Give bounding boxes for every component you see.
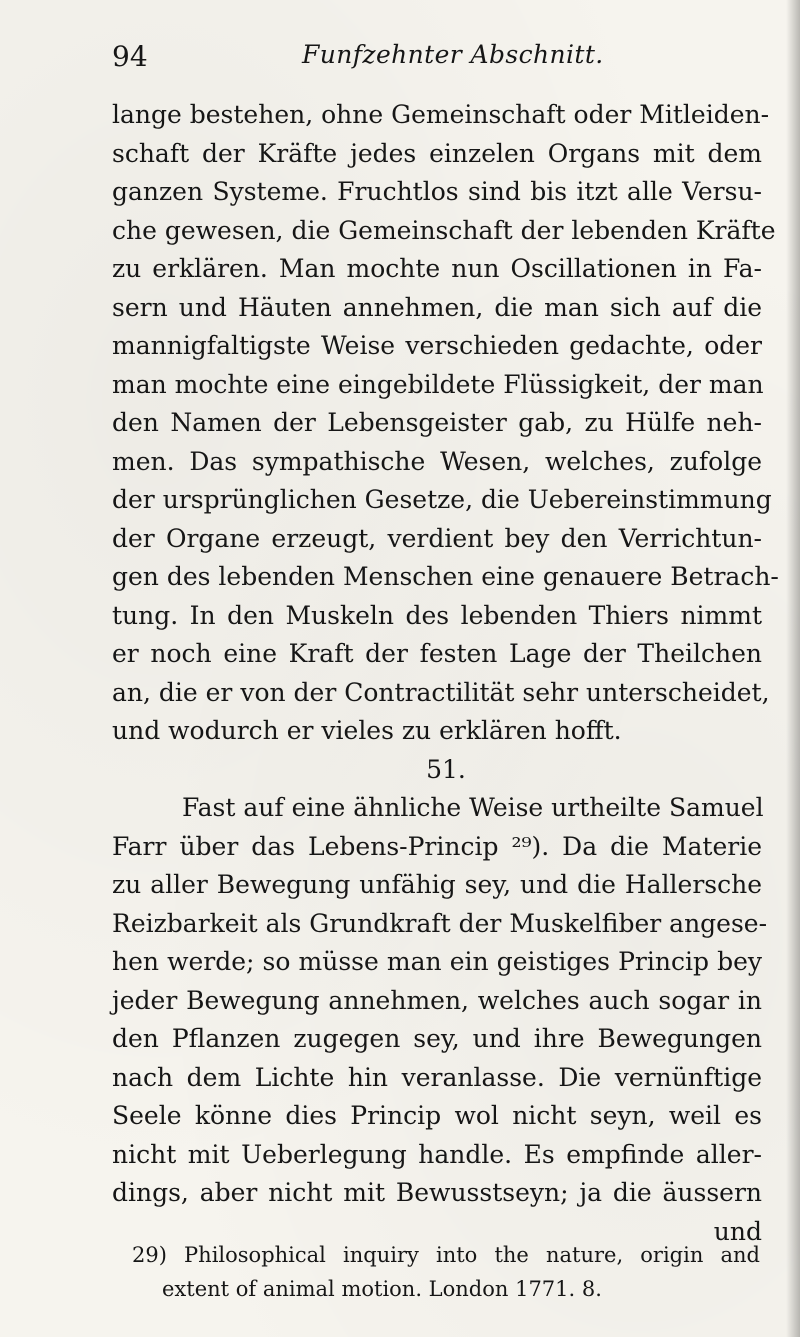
footnote-line: extent of animal motion. London 1771. 8. (162, 1277, 602, 1301)
text-line: zu aller Bewegung unfähig sey, und die Hallersche (112, 870, 762, 899)
running-title: Funfzehnter Abschnitt. (302, 40, 604, 69)
text-line: der Organe erzeugt, verdient bey den Verrichtun- (112, 523, 762, 553)
text-line: lange bestehen, ohne Gemeinschaft oder Mitleiden- (112, 100, 770, 129)
text-line: ganzen Systeme. Fruchtlos sind bis itzt alle Versu- (112, 177, 762, 206)
text-line: nach dem Lichte hin veranlasse. Die vernünftige (112, 1062, 762, 1092)
text-line: Reizbarkeit als Grundkraft der Muskelfiber angese- (112, 908, 768, 938)
text-line: schaft der Kräfte jedes einzelen Organs mit dem (112, 138, 762, 168)
text-line: er noch eine Kraft der festen Lage der Theilchen (112, 639, 762, 668)
body-text (112, 96, 779, 1251)
text-line: zu erklären. Man mochte nun Oscillationen in Fa- (112, 254, 762, 283)
section-number: 51. (426, 754, 466, 784)
text-line: den Pflanzen zugegen sey, und ihre Bewegungen (112, 1024, 762, 1053)
text-line: che gewesen, die Gemeinschaft der lebenden Kräfte (112, 215, 776, 245)
page-edge-shadow (786, 0, 800, 1337)
text-line: nicht mit Ueberlegung handle. Es empfinde aller- (112, 1139, 762, 1169)
text-line: gen des lebenden Menschen eine genauere Betrach- (112, 562, 779, 591)
text-line: der ursprünglichen Gesetze, die Uebereinstimmung (112, 485, 772, 514)
text-line: man mochte eine eingebildete Flüssigkeit, der man (112, 369, 764, 399)
text-line: dings, aber nicht mit Bewusstseyn; ja die äussern (112, 1178, 762, 1207)
text-line: und wodurch er vieles zu erklären hofft. (112, 716, 622, 745)
text-line: Farr über das Lebens-Princip ²⁹). Da die Materie (112, 831, 762, 861)
page-number: 94 (112, 40, 148, 73)
text-line: tung. In den Muskeln des lebenden Thiers nimmt (112, 600, 762, 630)
text-line: Seele könne dies Princip wol nicht seyn, weil es (112, 1101, 762, 1130)
catchword: und (713, 1216, 762, 1246)
text-line: an, die er von der Contractilität sehr unterscheidet, (112, 677, 770, 707)
page-header (112, 40, 672, 80)
text-line: Fast auf eine ähnliche Weise urtheilte Samuel (182, 793, 764, 822)
footnote (132, 1238, 760, 1306)
text-line: hen werde; so müsse man ein geistiges Princip bey (112, 947, 762, 976)
text-line: mannigfaltigste Weise verschieden gedachte, oder (112, 331, 762, 360)
text-line: jeder Bewegung annehmen, welches auch sogar in (112, 985, 762, 1015)
text-line: men. Das sympathische Wesen, welches, zufolge (112, 446, 762, 476)
text-line: den Namen der Lebensgeister gab, zu Hülfe neh- (112, 408, 762, 437)
text-line: sern und Häuten annehmen, die man sich auf die (112, 292, 762, 322)
footnote-line: 29) Philosophical inquiry into the nature, origin and (132, 1243, 760, 1267)
